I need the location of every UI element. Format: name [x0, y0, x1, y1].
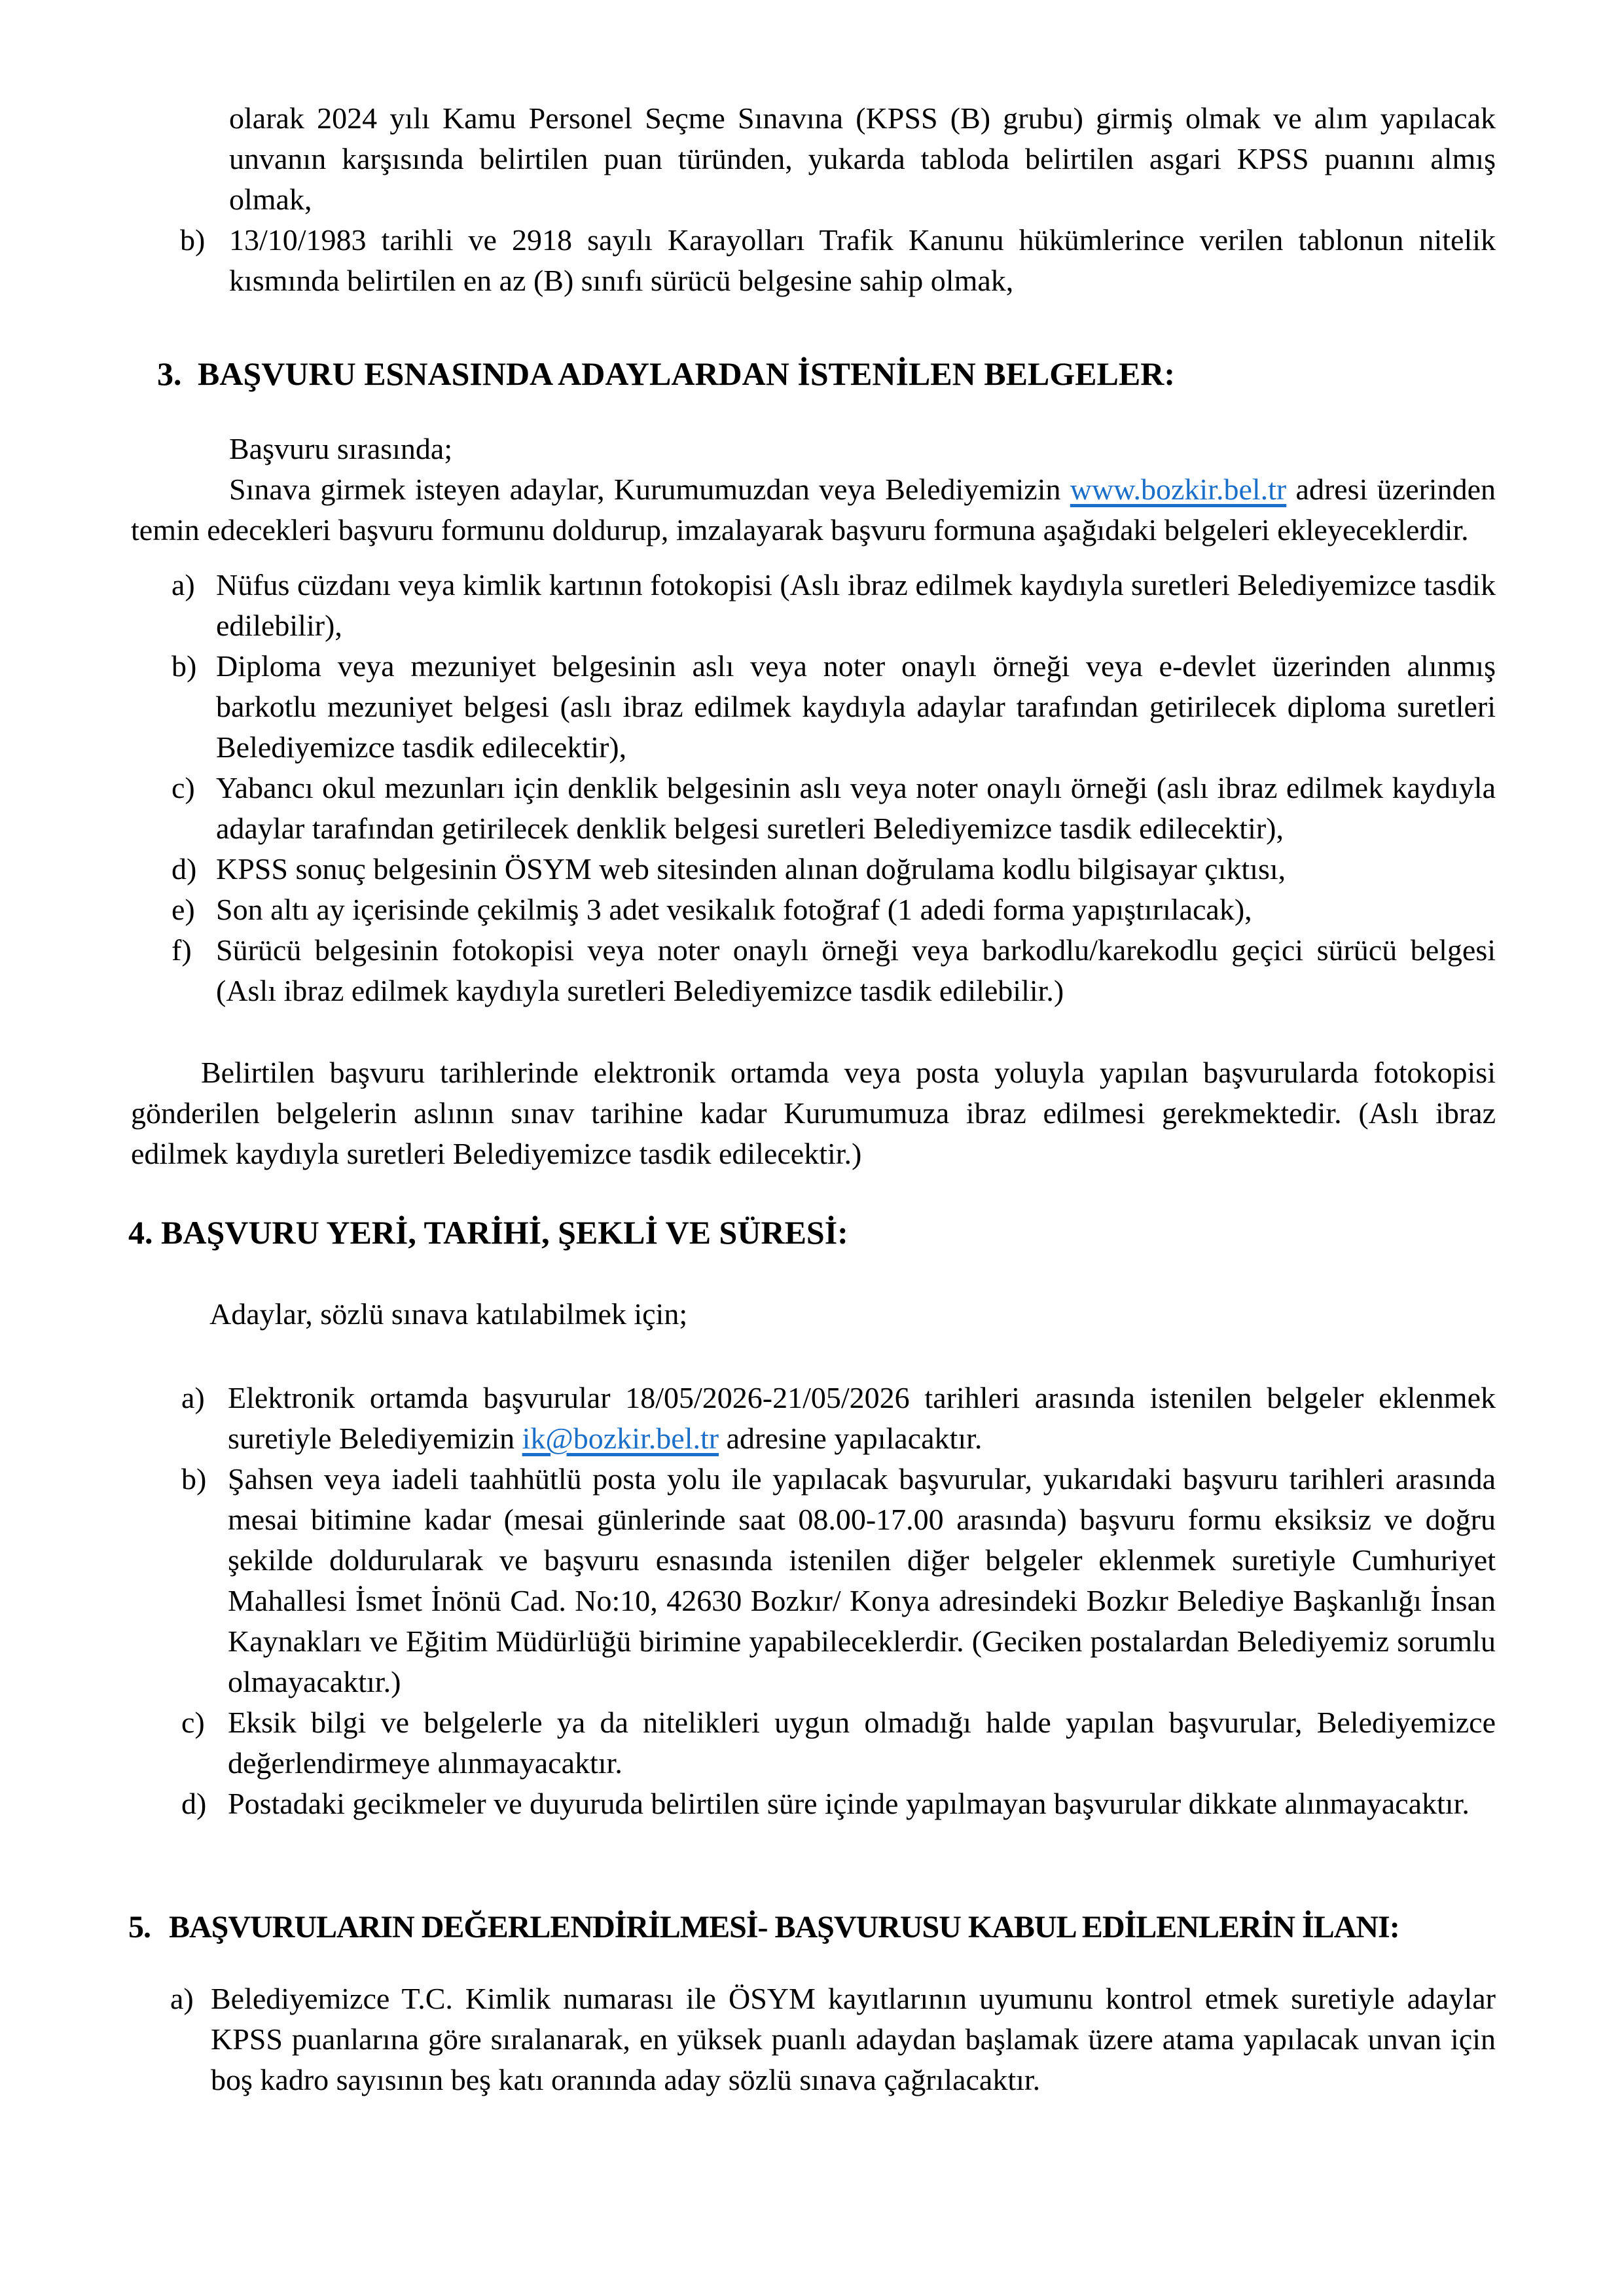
list-item-electronic-application [131, 1378, 1496, 1459]
ik-email-link[interactable]: ik@bozkir.bel.tr [522, 1422, 719, 1455]
intro-text-after-link: adresi üzerinden temin edecekleri başvuru formunu doldurup, imzalayarak başvuru formuna aşağıdaki belgeleri ekleyeceklerdir. [131, 473, 1496, 547]
list-item-text: Yabancı okul mezunları için denklik belgesinin aslı veya noter onaylı örneği (aslı ibraz edilmek kaydıyla adaylar tarafından getirilecek denklik belgesi suretleri Belediyemizce tasdik edilecektir), [216, 771, 1496, 845]
list-item-postal-application [131, 1459, 1496, 1702]
list-item-driver-license-copy [131, 930, 1496, 1011]
item-text-before-link: Elektronik ortamda başvurular 18/05/2026-21/05/2026 tarihleri arasında istenilen belgeler eklenmek suretiyle Belediyemizin [228, 1381, 1496, 1455]
list-marker: c) [171, 771, 195, 804]
list-marker: f) [171, 933, 192, 967]
section-4-heading [128, 1212, 1496, 1253]
item-text-after-link: adresine yapılacaktır. [719, 1422, 983, 1455]
list-marker: b) [181, 1462, 207, 1496]
list-item-denklik [131, 768, 1496, 849]
paragraph-belirtilen-closing: Belirtilen başvuru tarihlerinde elektronik ortamda veya posta yoluyla yapılan başvurularda fotokopisi gönderilen belgelerin aslının sınav tarihine kadar Kurumumuza ibraz edilmesi gerekmektedir. (Aslı ibraz edilmek kaydıyla suretleri Belediyemizce tasdik edilecektir.) [131, 1056, 1496, 1170]
paragraph-sinava-intro [131, 469, 1496, 550]
section-3-number: 3. [157, 355, 182, 392]
list-marker: e) [171, 893, 195, 926]
list-marker: a) [170, 1982, 194, 2015]
section-5-title: BAŞVURULARIN DEĞERLENDİRİLMESİ- BAŞVURUSU KABUL EDİLENLERİN İLANI: [169, 1910, 1399, 1945]
list-item-text: Sürücü belgesinin fotokopisi veya noter onaylı örneği veya barkodlu/karekodlu geçici sürücü belgesi (Aslı ibraz edilmek kaydıyla suretleri Belediyemizce tasdik edilebilir.) [216, 933, 1496, 1007]
evaluation-list [131, 1979, 1496, 2100]
list-item-diploma [131, 646, 1496, 768]
application-method-list [131, 1378, 1496, 1824]
bozkir-website-link[interactable]: www.bozkir.bel.tr [1070, 473, 1287, 506]
list-item-text: Son altı ay içerisinde çekilmiş 3 adet vesikalık fotoğraf (1 adedi forma yapıştırılacak), [216, 893, 1252, 926]
list-marker: d) [171, 852, 197, 886]
list-item-text: 13/10/1983 tarihli ve 2918 sayılı Karayolları Trafik Kanunu hükümlerince verilen tablonun nitelik kısmında belirtilen en az (B) sınıfı sürücü belgesine sahip olmak, [229, 223, 1496, 297]
list-marker: d) [181, 1787, 207, 1820]
list-item-evaluation [131, 1979, 1496, 2100]
list-marker: a) [171, 568, 195, 601]
list-item-photos [131, 889, 1496, 930]
list-item-text: Diploma veya mezuniyet belgesinin aslı veya noter onaylı örneği veya e-devlet üzerinden alınmış barkotlu mezuniyet belgesi (aslı ibraz edilmek kaydıyla adaylar tarafından getirilecek diploma suretleri Belediyemizce tasdik edilecektir), [216, 649, 1496, 764]
section-5-number: 5. [128, 1910, 151, 1945]
section-5-heading [128, 1903, 1496, 1952]
list-item-text: Nüfus cüzdanı veya kimlik kartının fotokopisi (Aslı ibraz edilmek kaydıyla suretleri Belediyemizce tasdik edilebilir), [216, 568, 1496, 642]
list-item-text [228, 1381, 1496, 1455]
list-item-postal-delays [131, 1784, 1496, 1824]
paragraph-basvuru-sirasinda: Başvuru sırasında; [229, 432, 453, 465]
required-documents-list [131, 565, 1496, 1011]
list-item-text: Şahsen veya iadeli taahhütlü posta yolu ile yapılacak başvurular, yukarıdaki başvuru tarihleri arasında mesai bitimine kadar (mesai günlerinde saat 08.00-17.00 arasında) başvuru formu eksiksiz ve doğru şekilde doldurularak ve başvuru esnasında istenilen diğer belgeler eklenmek suretiyle Cumhuriyet Mahallesi İsmet İnönü Cad. No:10, 42630 Bozkır/ Konya adresindeki Bozkır Belediye Başkanlığı İnsan Kaynakları ve Eğitim Müdürlüğü birimine yapabileceklerdir. (Geciken postalardan Belediyemiz sorumlu olmayacaktır.) [228, 1462, 1496, 1698]
list-marker: b) [171, 649, 197, 683]
list-item-incomplete-applications [131, 1702, 1496, 1784]
list-item-b-license [131, 220, 1496, 301]
list-item-text: Belediyemizce T.C. Kimlik numarası ile ÖSYM kayıtlarının uyumunu kontrol etmek suretiyle adaylar KPSS puanlarına göre sıralanarak, en yüksek puanlı adaydan başlamak üzere atama yapılacak unvan için boş kadro sayısının beş katı oranında aday sözlü sınava çağrılacaktır. [211, 1982, 1496, 2096]
section-3-title: BAŞVURU ESNASINDA ADAYLARDAN İSTENİLEN BELGELER: [198, 355, 1175, 392]
section-4-title: BAŞVURU YERİ, TARİHİ, ŞEKLİ VE SÜRESİ: [161, 1214, 848, 1251]
intro-text-before-link: Sınava girmek isteyen adaylar, Kurumumuzdan veya Belediyemizin [229, 473, 1070, 506]
document-page [128, 98, 1496, 2100]
section-4-number: 4. [128, 1214, 153, 1251]
paragraph-continuation: olarak 2024 yılı Kamu Personel Seçme Sınavına (KPSS (B) grubu) girmiş olmak ve alım yapılacak unvanın karşısında belirtilen puan türünden, yukarda tabloda belirtilen asgari KPSS puanını almış olmak, [229, 101, 1496, 216]
section-3-heading [131, 353, 1496, 394]
list-item-id-copy [131, 565, 1496, 646]
list-item-kpss-result [131, 849, 1496, 889]
paragraph-adaylar-lead: Adaylar, sözlü sınava katılabilmek için; [209, 1297, 688, 1331]
list-marker: a) [181, 1381, 205, 1414]
list-item-text: Eksik bilgi ve belgelerle ya da nitelikleri uygun olmadığı halde yapılan başvurular, Belediyemizce değerlendirmeye alınmayacaktır. [228, 1706, 1496, 1780]
list-item-text: Postadaki gecikmeler ve duyuruda belirtilen süre içinde yapılmayan başvurular dikkate alınmayacaktır. [228, 1787, 1470, 1820]
list-marker: b) [180, 223, 206, 257]
list-marker: c) [181, 1706, 205, 1739]
list-item-text: KPSS sonuç belgesinin ÖSYM web sitesinden alınan doğrulama kodlu bilgisayar çıktısı, [216, 852, 1286, 886]
